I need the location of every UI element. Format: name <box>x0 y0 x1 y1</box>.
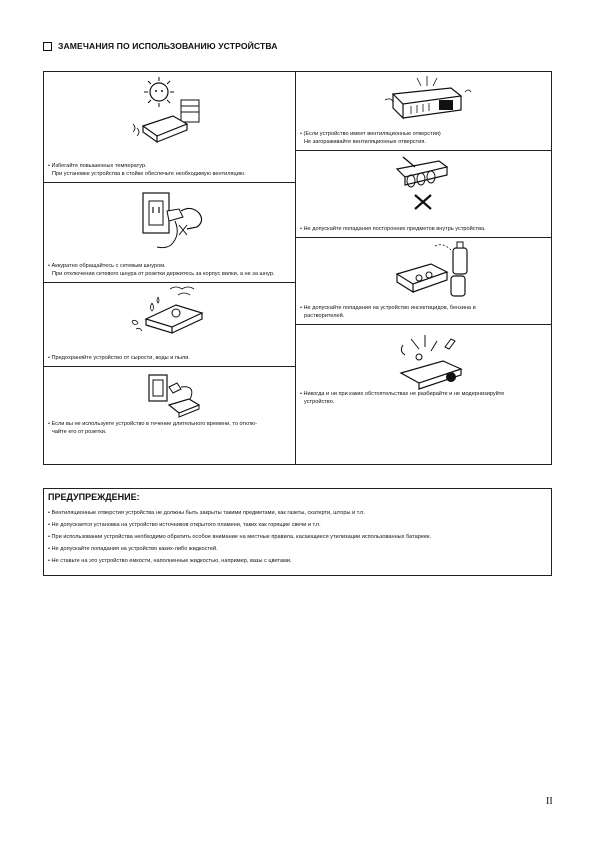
section-heading <box>43 41 278 51</box>
notes-grid <box>43 71 552 465</box>
note-cell-objects <box>296 151 551 238</box>
note-text-disassemble: • Никогда и ни при каких обстоятельствах не разбирайте и не модернизируйте устройство. <box>300 391 505 405</box>
heat-sun-device-icon <box>129 76 209 144</box>
disassemble-tools-icon <box>391 333 481 393</box>
note-text-ventilation: • (Если устройство имеет вентиляционные отверстия) Не загораживайте вентиляционные отверстия. <box>300 131 441 145</box>
heading-text: ЗАМЕЧАНИЯ ПО ИСПОЛЬЗОВАНИЮ УСТРОЙСТВА <box>58 41 278 51</box>
note-cell-disassemble <box>296 325 551 466</box>
page-number: II <box>546 796 553 807</box>
note-cell-water <box>44 283 295 367</box>
note-cell-unplug <box>44 367 295 466</box>
warning-item: • Не допускается установка на устройство источников открытого пламени, таких как горящие свечи и т.п. <box>48 522 321 528</box>
warning-item: • При использовании устройства необходимо обратить особое внимание на местные правила, касающиеся утилизации использованных батареек. <box>48 534 432 540</box>
insecticide-spray-icon <box>391 240 481 298</box>
note-cell-cord <box>44 183 295 283</box>
unplug-cord-icon <box>139 373 209 419</box>
checkbox-square-icon <box>43 42 52 51</box>
note-cell-ventilation <box>296 72 551 151</box>
warning-item: • Не ставьте на это устройство емкости, наполненные жидкостью, например, вазы с цветами. <box>48 558 292 564</box>
note-text-water: • Предохраняйте устройство от сырости, воды и пыли. <box>48 355 190 361</box>
note-text-unplug: • Если вы не используете устройство в течение длительного времени, то отклю- чайте его от розетки. <box>48 421 257 435</box>
note-text-heat: • Избегайте повышенных температур. При установке устройства в стойке обеспечьте необходимую вентиляцию. <box>48 163 246 177</box>
note-cell-heat <box>44 72 295 183</box>
warning-item: • Вентиляционные отверстия устройства не должны быть закрыты такими предметами, как газеты, скатерти, шторы и т.п. <box>48 510 365 516</box>
note-text-objects: • Не допускайте попадания посторонних предметов внутрь устройства. <box>300 226 486 232</box>
note-cell-spray <box>296 238 551 325</box>
warning-item: • Не допускайте попадания на устройство каких-либо жидкостей. <box>48 546 218 552</box>
warning-list <box>48 507 431 567</box>
water-dust-device-icon <box>124 283 224 333</box>
note-text-spray: • Не допускайте попадания на устройство инсектицидов, бензина и растворителей. <box>300 305 476 319</box>
ventilation-device-icon <box>381 74 471 120</box>
warning-box <box>43 488 552 576</box>
foreign-objects-icon <box>391 153 461 213</box>
note-text-cord: • Аккуратно обращайтесь с сетевым шнуром. При отключении сетевого шнура от розетки держитесь за корпус вилки, а не за шнур. <box>48 263 275 277</box>
warning-title: ПРЕДУПРЕЖДЕНИЕ: <box>48 492 140 502</box>
power-plug-socket-icon <box>139 189 209 249</box>
